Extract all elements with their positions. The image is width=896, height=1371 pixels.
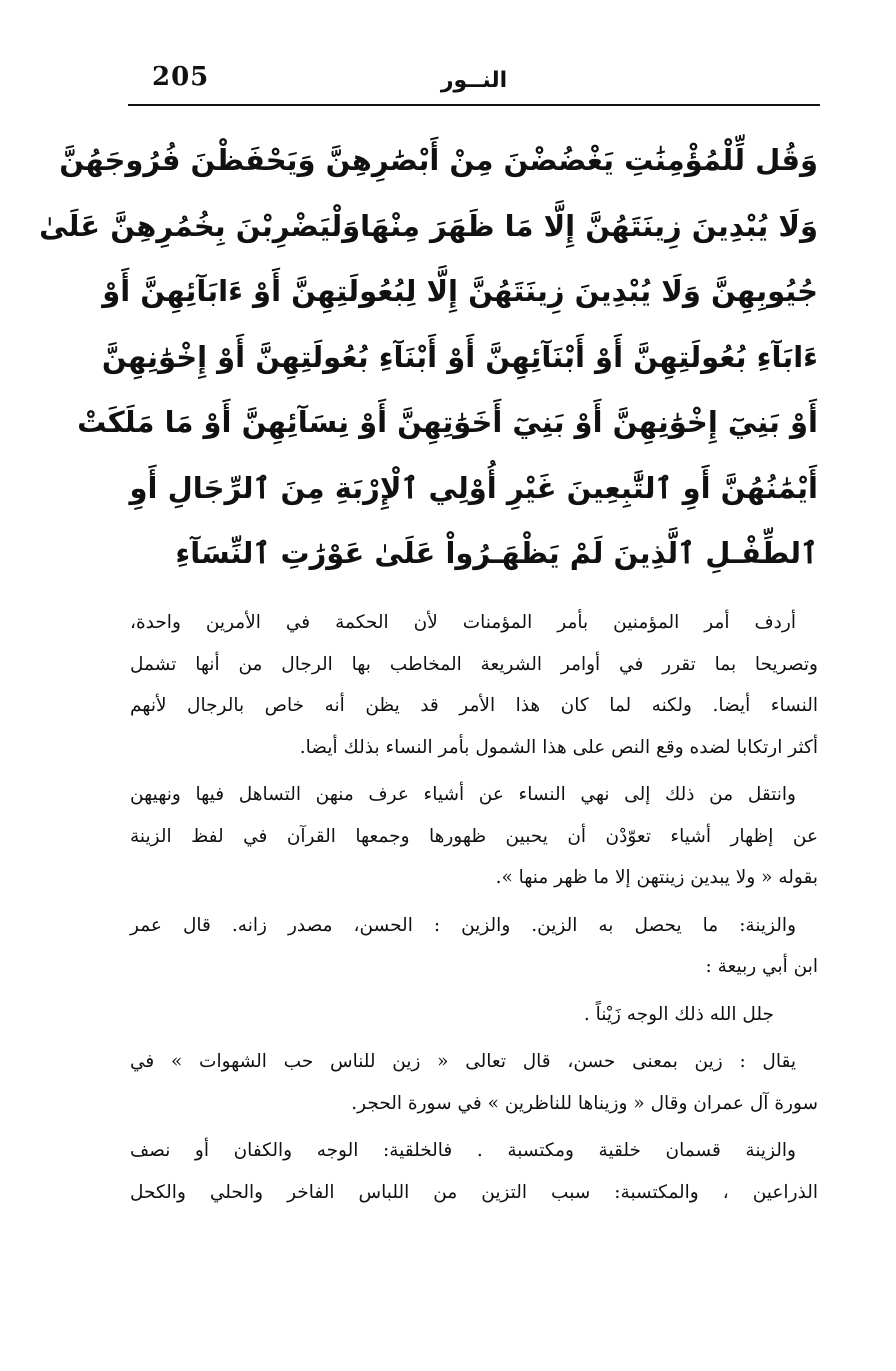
- poem-verse: جلل الله ذلك الوجه زَيْناً .: [583, 1003, 774, 1025]
- verse-line: أَيْمَٰنُهُنَّ أَوِ ٱلتَّٰبِعِينَ غَيْرِ أُوْلِي ٱلْإِرْبَةِ مِنَ ٱلرِّجَالِ أَوِ: [129, 470, 818, 505]
- paragraph-line: أكثر ارتكابا لضده وقع النص على هذا الشمول بأمر النساء بذلك أيضا.: [299, 736, 818, 758]
- commentary-body: [130, 602, 818, 1219]
- verse-line: أَوْ بَنِيٓ إِخْوَٰنِهِنَّ أَوْ بَنِيٓ أَخَوَٰتِهِنَّ أَوْ نِسَآئِهِنَّ أَوْ مَا مَلَكَتْ: [77, 405, 818, 439]
- verse-line: جُيُوبِهِنَّ وَلَا يُبْدِينَ زِينَتَهُنَّ إِلَّا لِبُعُولَتِهِنَّ أَوْ ءَابَآئِهِنَّ أَوْ: [102, 274, 818, 308]
- paragraph-line: ابن أبي ربيعة :: [705, 956, 818, 977]
- surah-title: النــور: [440, 68, 508, 93]
- commentary-paragraph: [130, 1041, 818, 1124]
- verse-line: ٱلطِّفْـلِ ٱلَّذِينَ لَمْ يَظْهَـرُواْ عَلَىٰ عَوْرَٰتِ ٱلنِّسَآءِ: [175, 536, 818, 570]
- commentary-paragraph: [130, 1130, 818, 1213]
- paragraph-line: أردف أمر المؤمنين بأمر المؤمنات لأن الحكمة في الأمرين واحدة،: [130, 612, 796, 633]
- commentary-paragraph: [130, 602, 818, 768]
- page-header: [128, 58, 820, 106]
- commentary-paragraph: [130, 905, 818, 988]
- paragraph-line: والزينة قسمان خلقية ومكتسبة . فالخلقية: الوجه والكفان أو نصف: [130, 1140, 796, 1161]
- header-rule: [128, 104, 820, 106]
- verse-line: وَلَا يُبْدِينَ زِينَتَهُنَّ إِلَّا مَا ظَهَرَ مِنْهَاوَلْيَضْرِبْنَ بِخُمُرِهِنَّ عَلَىٰ: [39, 208, 818, 243]
- paragraph-line: بقوله « ولا يبدين زينتهن إلا ما ظهر منها ».: [495, 867, 818, 888]
- page-number: 205: [152, 62, 210, 92]
- verse-line: ءَابَآءِ بُعُولَتِهِنَّ أَوْ أَبْنَآئِهِنَّ أَوْ أَبْنَآءِ بُعُولَتِهِنَّ أَوْ إِخْوَٰنِهِنَّ: [101, 339, 818, 374]
- commentary-paragraph: [130, 774, 818, 899]
- paragraph-line: والزينة: ما يحصل به الزين. والزين : الحسن، مصدر زانه. قال عمر: [130, 914, 796, 936]
- verse-line: وَقُل لِّلْمُؤْمِنَٰتِ يَغْضُضْنَ مِنْ أَبْصَٰرِهِنَّ وَيَحْفَظْنَ فُرُوجَهُنَّ: [59, 143, 818, 177]
- paragraph-line: الذراعين ، والمكتسبة: سبب التزين من اللباس الفاخر والحلي والكحل: [130, 1181, 818, 1203]
- quran-verse: [39, 128, 818, 587]
- paragraph-line: وتصريحا بما تقرر في أوامر الشريعة المخاطب بها الرجال من أنها تشمل: [130, 653, 818, 675]
- paragraph-line: النساء أيضا. ولكنه لما كان هذا الأمر قد يظن أنه خاص بالرجال لأنهم: [130, 695, 818, 716]
- paragraph-line: وانتقل من ذلك إلى نهي النساء عن أشياء عرف منهن التساهل فيها ونهيهن: [130, 784, 796, 805]
- paragraph-line: سورة آل عمران وقال « وزيناها للناظرين » في سورة الحجر.: [351, 1092, 818, 1114]
- paragraph-line: يقال : زين بمعنى حسن، قال تعالى « زين للناس حب الشهوات » في: [130, 1051, 796, 1072]
- paragraph-line: عن إظهار أشياء تعوّدْن أن يحبين ظهورها وجمعها القرآن في لفظ الزينة: [130, 825, 818, 847]
